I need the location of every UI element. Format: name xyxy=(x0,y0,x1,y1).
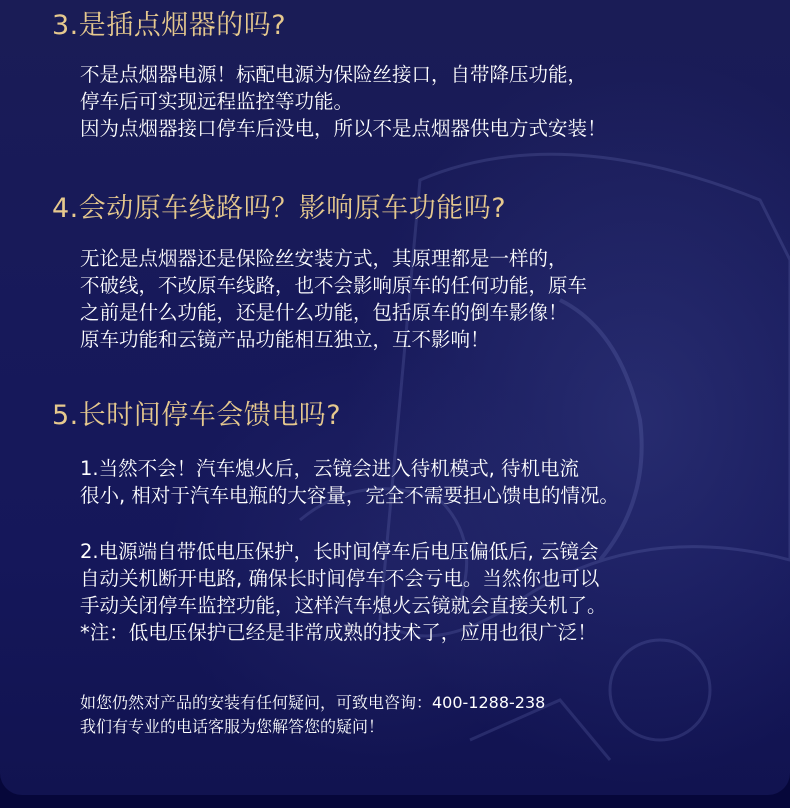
q4-answer xyxy=(80,245,587,353)
q4-line-2: 不破线，不改原车线路，也不会影响原车的任何功能，原车 xyxy=(80,274,588,297)
q3-line-1: 不是点烟器电源！标配电源为保险丝接口，自带降压功能， xyxy=(80,63,588,86)
contact-phone-line: 如您仍然对产品的安装有任何疑问，可致电咨询：400-1288-238 xyxy=(80,693,546,712)
q5-block2-line-1: 2.电源端自带低电压保护，长时间停车后电压偏低后, 云镜会 xyxy=(80,540,599,563)
q4-line-4: 原车功能和云镜产品功能相互独立，互不影响！ xyxy=(80,328,490,351)
q5-block2-line-4: *注：低电压保护已经是非常成熟的技术了，应用也很广泛！ xyxy=(80,621,597,644)
q5-block2-line-2: 自动关机断开电路, 确保长时间停车不会亏电。当然你也可以 xyxy=(80,567,600,590)
q4-title: 4.会动原车线路吗？影响原车功能吗? xyxy=(52,193,507,224)
q3-title: 3.是插点烟器的吗? xyxy=(52,10,287,41)
q5-title: 5.长时间停车会馈电吗? xyxy=(52,400,342,431)
contact-service-line: 我们有专业的电话客服为您解答您的疑问！ xyxy=(80,717,385,736)
q5-block1-line-2: 很小, 相对于汽车电瓶的大容量，完全不需要担心馈电的情况。 xyxy=(80,484,619,507)
q3-line-3: 因为点烟器接口停车后没电，所以不是点烟器供电方式安装！ xyxy=(80,117,607,140)
q3-line-2: 停车后可实现远程监控等功能。 xyxy=(80,90,354,113)
contact-info xyxy=(80,691,545,739)
q5-answer-part-2 xyxy=(80,538,607,646)
q5-answer-part-1 xyxy=(80,455,619,509)
q5-block1-line-1: 1.当然不会！汽车熄火后，云镜会进入待机模式, 待机电流 xyxy=(80,457,580,480)
q4-line-3: 之前是什么功能，还是什么功能，包括原车的倒车影像！ xyxy=(80,301,568,324)
q4-line-1: 无论是点烟器还是保险丝安装方式，其原理都是一样的， xyxy=(80,247,568,270)
q3-answer xyxy=(80,61,607,142)
q5-block2-line-3: 手动关闭停车监控功能，这样汽车熄火云镜就会直接关机了。 xyxy=(80,594,607,617)
